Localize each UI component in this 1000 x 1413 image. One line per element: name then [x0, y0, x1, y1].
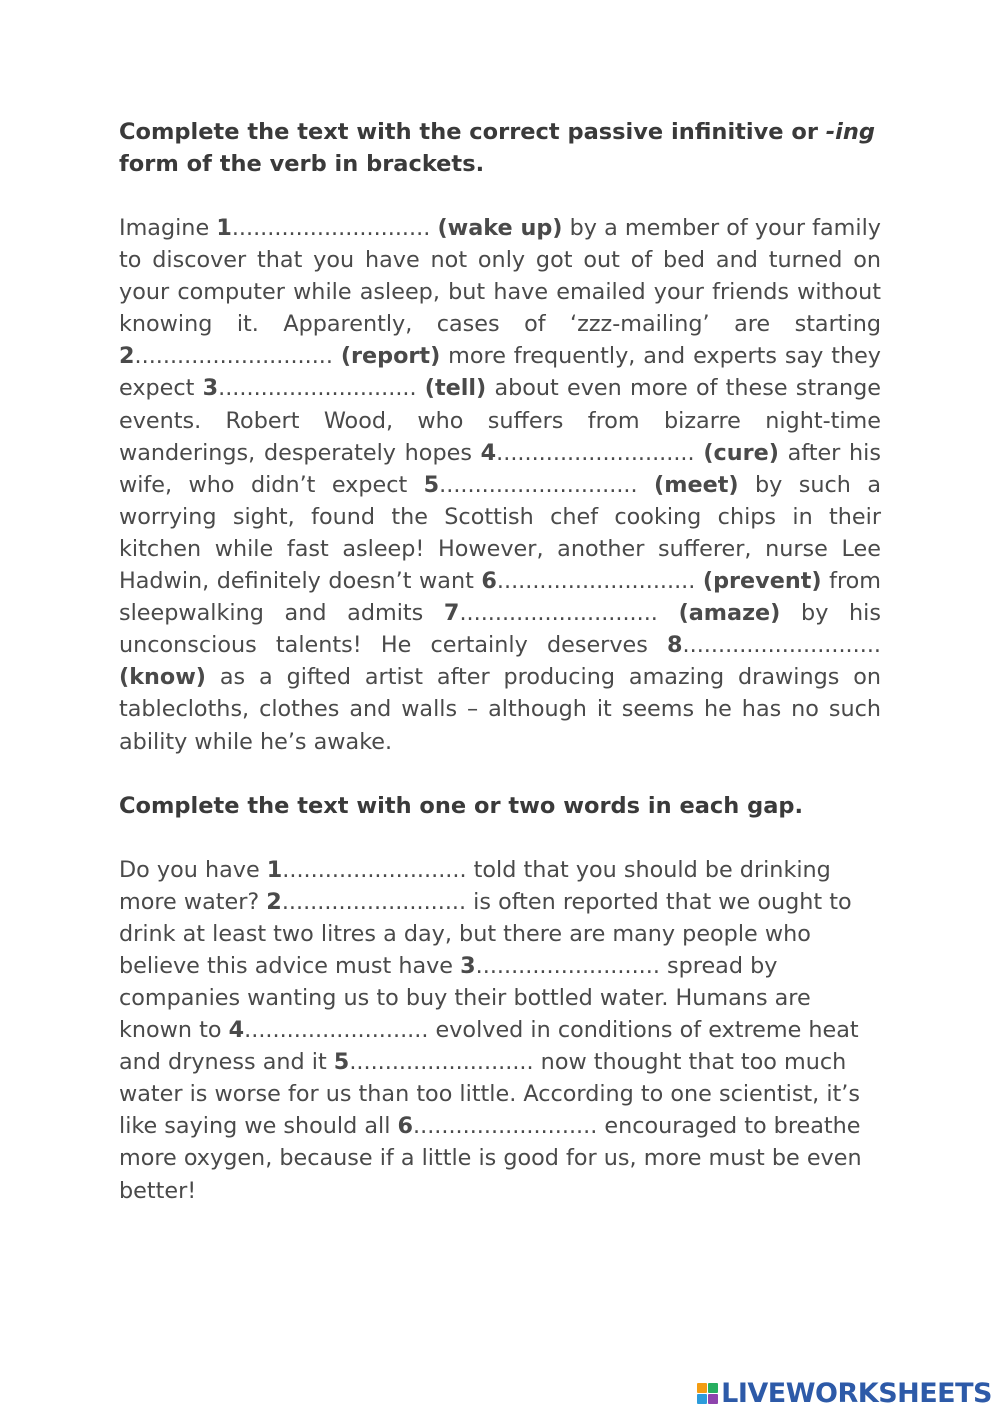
gap-number-8: 8 — [667, 632, 683, 659]
gap-number-5: 5 — [423, 471, 440, 498]
answer-gap-5[interactable]: .......................... — [349, 1049, 534, 1076]
verb-hint-8: (know) — [119, 664, 206, 691]
answer-gap-1[interactable]: ............................ — [231, 215, 431, 241]
gap-number-3: 3 — [460, 952, 476, 979]
gap-number-2: 2 — [266, 888, 282, 915]
answer-gap-4[interactable]: .......................... — [244, 1017, 429, 1044]
verb-hint-4: (cure) — [703, 439, 779, 466]
gap-number-6: 6 — [481, 568, 497, 595]
answer-gap-6[interactable]: .......................... — [413, 1113, 598, 1140]
gap-number-1: 1 — [266, 856, 283, 883]
gap-number-3: 3 — [202, 375, 219, 402]
verb-hint-7: (amaze) — [678, 600, 781, 627]
answer-gap-2[interactable]: ............................ — [134, 343, 333, 370]
logo-grid-icon — [697, 1383, 718, 1404]
exercise1-instruction — [119, 116, 881, 180]
answer-gap-1[interactable]: .......................... — [282, 856, 467, 883]
verb-hint-6: (prevent) — [702, 568, 822, 595]
verb-hint-1: (wake up) — [437, 215, 563, 241]
gap-number-1: 1 — [216, 215, 232, 241]
gap-number-6: 6 — [397, 1113, 414, 1140]
exercise2-instruction: Complete the text with one or two words in each gap. — [119, 792, 804, 819]
exercise1-text: Imagine 1............................ (wake up) by a member of your family to discover that you have not only got out of bed and turned on your computer while asleep, but have emailed your friends without knowing it. Apparently, cases of ‘zzz-mailing’ are starting 2............................ (report) more frequently, and experts say they expect 3............................ (tell) about even more of these strange events. Robert Wood, who suffers from bizarre night-time wanderings, desperately hopes 4............................ (cure) after his wife, who didn’t expect 5............................ (meet) by such a worrying sight, found the Scottish chef cooking chips in their kitchen while fast asleep! However, another sufferer, nurse Lee Hadwin, definitely doesn’t want 6............................ (prevent) from sleepwalking and admits 7............................ (amaze) by his unconscious talents! He certainly deserves 8............................ (know) as a gifted artist after producing amazing drawings on tablecloths, clothes and walls – although it seems he has no such ability while he’s awake. — [119, 215, 881, 755]
logo-text: LIVEWORKSHEETS — [721, 1377, 992, 1409]
answer-gap-3[interactable]: .......................... — [475, 952, 660, 979]
gap-number-7: 7 — [443, 600, 460, 627]
verb-hint-2: (report) — [340, 343, 441, 370]
answer-gap-4[interactable]: ............................ — [496, 439, 695, 466]
liveworksheets-logo — [697, 1377, 992, 1409]
answer-gap-3[interactable]: ............................ — [218, 375, 417, 402]
gap-number-4: 4 — [228, 1017, 245, 1044]
instruction-text: Complete the text with the correct passive infinitive or — [119, 119, 826, 145]
gap-number-2: 2 — [119, 343, 135, 370]
answer-gap-5[interactable]: ............................ — [439, 471, 638, 498]
verb-hint-5: (meet) — [654, 471, 739, 498]
exercise2-text: Do you have 1.......................... told that you should be drinking more water? 2.......................... is often reported that we ought to drink at least two litres a day, but there are many people who believe this advice must have 3.......................... spread by companies wanting us to buy their bottled water. Humans are known to 4.......................... evolved in conditions of extreme heat and dryness and it 5.......................... now thought that too much water is worse for us than too little. According to one scientist, it’s like saying we should all 6.......................... encouraged to breathe more oxygen, because if a little is good for us, more must be even better! — [119, 856, 862, 1204]
instruction-emphasis: -ing — [825, 119, 875, 145]
gap-number-4: 4 — [480, 439, 497, 466]
answer-gap-8[interactable]: ............................ — [682, 632, 881, 659]
instruction-text: form of the verb in brackets. — [119, 151, 485, 177]
gap-number-5: 5 — [333, 1049, 350, 1076]
answer-gap-2[interactable]: .......................... — [281, 888, 467, 915]
answer-gap-6[interactable]: ............................ — [496, 568, 696, 595]
answer-gap-7[interactable]: ............................ — [459, 600, 658, 627]
worksheet-page — [119, 116, 881, 1207]
verb-hint-3: (tell) — [424, 375, 487, 402]
